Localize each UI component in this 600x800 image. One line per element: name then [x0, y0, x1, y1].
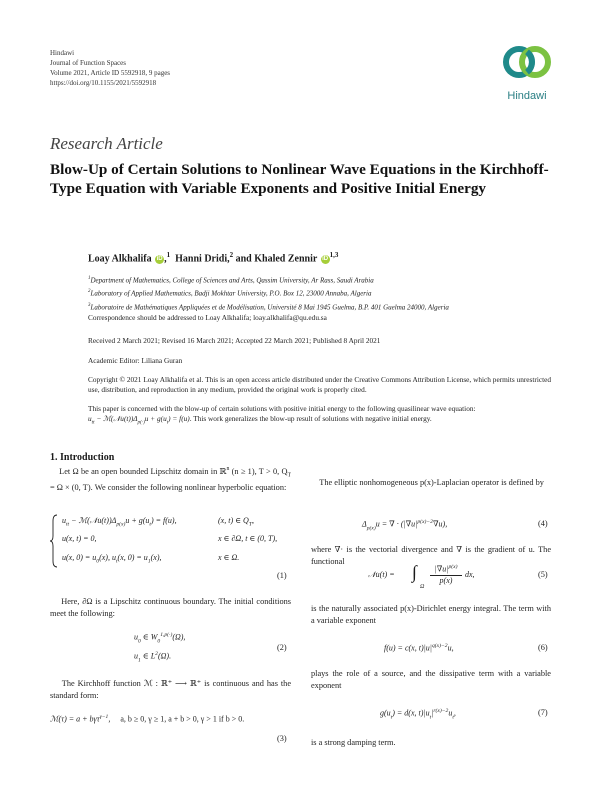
- correspondence: Correspondence should be addressed to Loay Alkhalifa; loay.alkhalifa@qu.edu.sa: [88, 313, 327, 322]
- equation-7: $g(u_t) = d(x$, $t)|u_t|^{r(x)-2}u_t$,: [380, 708, 456, 721]
- right-paragraph-4: plays the role of a source, and the dissipative term with a variable exponent: [311, 669, 551, 690]
- abstract: [88, 404, 551, 427]
- author-name[interactable]: Loay Alkhalifa: [88, 253, 152, 265]
- doi-link[interactable]: https://doi.org/10.1155/2021/5592918: [50, 79, 157, 87]
- equation-4: $\Delta_{p(x)}u$ = ∇ · $(|\nabla u|^{p(x)-2}\nabla u)$,: [362, 519, 448, 532]
- abstract-tail: . This work generalizes the blow-up result of solutions with negative initial energy.: [189, 414, 432, 423]
- equation-3: ℳ(τ) = a + bγτ$^{\gamma-1}$, a, b ≥ 0, γ ≥ 1, a + b > 0, γ > 1 if b > 0.: [50, 714, 245, 724]
- right-paragraph-2: where ∇· is the vectorial divergence and ∇ is the gradient of u. The functional: [311, 545, 551, 566]
- affiliation-item: $^3$Laboratoire de Mathématiques Appliquées et de Modélisation, Université 8 Mai 1945 Guelma, B.P. 401 Guelma 24000, Algeria: [88, 302, 449, 311]
- equation-number: (4): [538, 519, 548, 528]
- author-affil-sup: 1: [166, 251, 171, 259]
- orcid-icon[interactable]: iD: [322, 256, 329, 263]
- abstract-equation: $u_{tt}$ − $ℳ(𝒩u(t))\Delta_{p(\cdot)}u + g(u_t) = f(u)$: [88, 414, 190, 426]
- equation-number: (5): [538, 570, 548, 579]
- affiliation-item: $^2$Laboratory of Applied Mathematics, Badji Mokhtar University, P.O. Box 12, 23000 Annaba, Algeria: [88, 289, 372, 298]
- author-name[interactable]: Hanni Dridi,: [175, 253, 230, 265]
- brace-icon: [50, 513, 58, 569]
- equation-5: 𝒩u(t) = ∫ Ω $|\nabla u|^{p(x)}$ p(x) dx,: [368, 562, 475, 590]
- author-affil-sup: 1,3: [329, 251, 339, 259]
- equation-number: (2): [277, 643, 287, 652]
- section-heading: 1. Introduction: [50, 452, 115, 463]
- academic-editor: Academic Editor: Liliana Guran: [88, 356, 183, 365]
- abstract-line: This paper is concerned with the blow-up of certain solutions with positive initial energy to the following quasilinear wave equation:: [88, 404, 476, 413]
- journal-name: Journal of Function Spaces: [50, 59, 127, 67]
- dates: Received 2 March 2021; Revised 16 March 2021; Accepted 22 March 2021; Published 8 April 2021: [88, 336, 381, 345]
- equation-number: (6): [538, 643, 548, 652]
- equation-number: (1): [277, 571, 287, 580]
- author-affil-sup: 2: [229, 251, 234, 259]
- affiliation-item: $^1$Department of Mathematics, College of Sciences and Arts, Qassim University, Ar Rass, Saudi Arabia: [88, 276, 374, 285]
- logo-wordmark: Hindawi: [507, 90, 547, 102]
- orcid-icon[interactable]: iD: [156, 256, 163, 263]
- left-paragraph-2: Here, ∂Ω is a Lipschitz continuous boundary. The initial conditions meet the following:: [50, 597, 291, 618]
- equation-2: $u_0$ ∈ $W_0^{1,p(\cdot)}(\Omega)$, $u_1$ ∈ $L^2(\Omega)$.: [134, 632, 186, 664]
- publisher-name: Hindawi: [50, 49, 75, 57]
- left-paragraph-1: Let Ω be an open bounded Lipschitz domain in ℝ$^n$ (n ≥ 1), T > 0, $Q_T = \Omega \times (0$, T). We consider the following nonlinear hyperbolic equation:: [50, 466, 292, 492]
- author-list: Loay Alkhalifa iD ,$^1$ Hanni Dridi,$^2$ and Khaled Zennir iD$^{1,3}$: [88, 251, 339, 265]
- author-conjunction: and: [235, 253, 252, 265]
- equation-number: (3): [277, 734, 287, 743]
- volume-info: Volume 2021, Article ID 5592918, 9 pages: [50, 69, 171, 77]
- journal-info: [50, 48, 170, 88]
- hindawi-logo-icon: [497, 40, 557, 84]
- article-type: Research Article: [50, 134, 163, 153]
- copyright: Copyright © 2021 Loay Alkhalifa et al. This is an open access article distributed under the Creative Commons Attribution License, which permits unrestricted use, distribution, and reproduction in any medium, provided the original work is properly cited.: [88, 375, 551, 394]
- affiliations: [88, 273, 449, 313]
- right-paragraph-3: is the naturally associated p(x)-Dirichlet energy integral. The term with a variable exponent: [311, 604, 551, 625]
- equation-number: (7): [538, 708, 548, 717]
- right-paragraph-5: is a strong damping term.: [311, 738, 396, 747]
- paper-title: Blow-Up of Certain Solutions to Nonlinear Wave Equations in the Kirchhoff-Type Equation with Variable Exponents and Positive Initial Energy: [50, 161, 549, 197]
- left-paragraph-3: The Kirchhoff function ℳ : ℝ⁺ ⟶ ℝ⁺ is continuous and has the standard form:: [50, 679, 292, 700]
- right-paragraph-1: The elliptic nonhomogeneous p(x)-Laplacian operator is defined by: [319, 478, 544, 487]
- author-name[interactable]: Khaled Zennir: [254, 253, 318, 265]
- hindawi-logo[interactable]: [497, 40, 557, 102]
- equation-6: f(u) = c(x, $t)|u|^{q(x)-2}u$,: [384, 643, 454, 653]
- equation-1: $u_{tt}$ − $ℳ(𝒩u(t))\Delta_{p(x)}u + g(u_t) = f(u)$, (x, t) ∈ $Q_T$, u(x, t) = 0, x ∈ ∂Ω, t ∈ (0, T), u(x, $0) = u_0(x)$, $u_t(x$, $0) = u_1(x)$, x ∈ Ω.: [50, 513, 291, 569]
